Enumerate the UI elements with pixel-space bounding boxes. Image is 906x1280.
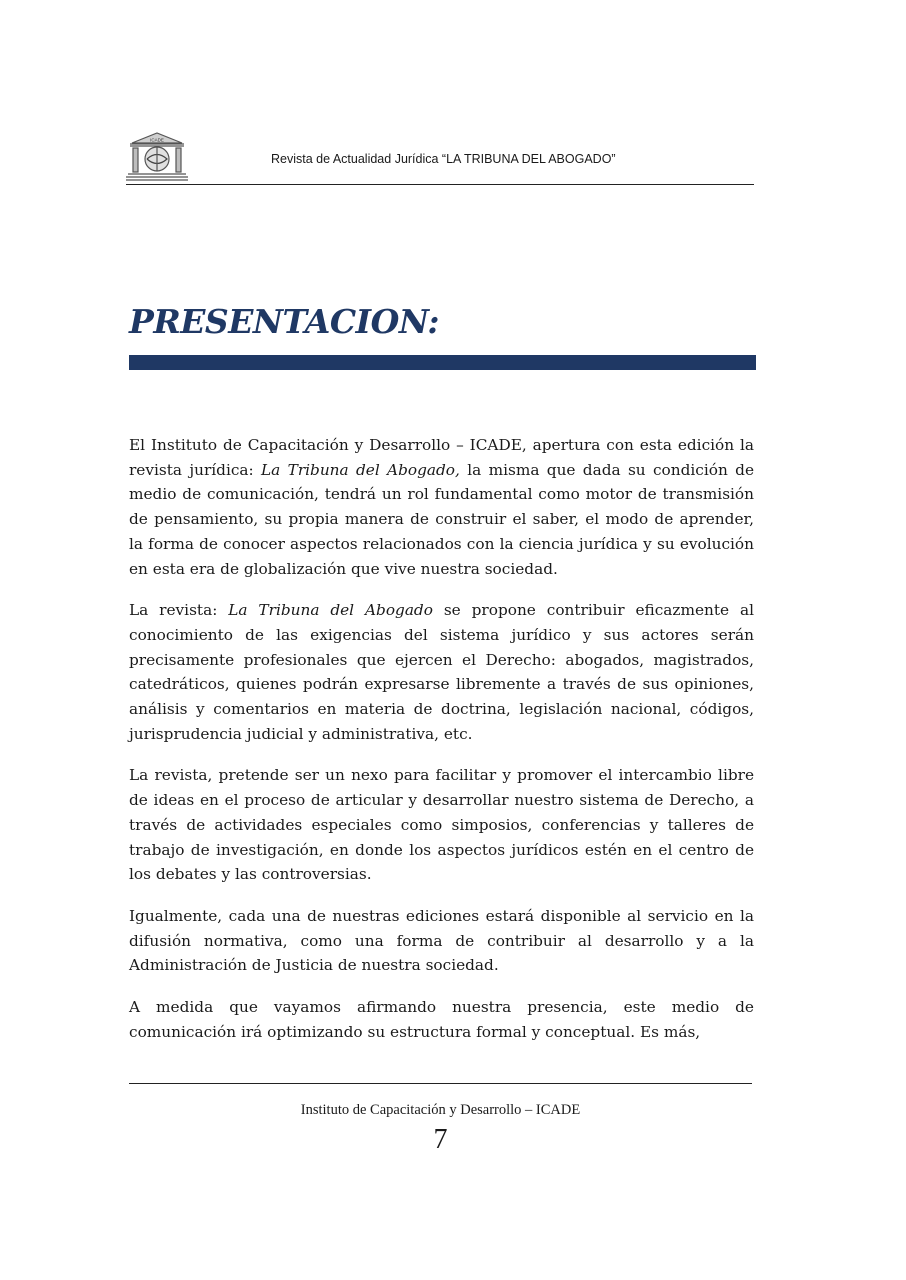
- footer-divider: [129, 1083, 752, 1084]
- paragraph: El Instituto de Capacitación y Desarrollo – ICADE, apertura con esta edición la revista jurídica: La Tribuna del Abogado, la misma que dada su condición de medio de comunicación, tendrá un rol fundamental como motor de transmisión de pensamiento, su propia manera de construir el saber, el modo de aprender, la forma de conocer aspectos relacionados con la ciencia jurídica y su evolución en esta era de globalización que vive nuestra sociedad.: [129, 436, 755, 578]
- title-underline-bar: [129, 355, 756, 370]
- header-title: Revista de Actualidad Jurídica “LA TRIBUNA DEL ABOGADO”: [271, 152, 616, 166]
- page-number: 7: [433, 1124, 448, 1155]
- paragraph: La revista, pretende ser un nexo para facilitar y promover el intercambio libre de ideas en el proceso de articular y desarrollar nuestro sistema de Derecho, a través de actividades especiales como simposios, conferencias y talleres de trabajo de investigación, en donde los aspectos jurídicos estén en el centro de los debates y las controversias.: [129, 766, 754, 884]
- paragraph: A medida que vayamos afirmando nuestra presencia, este medio de comunicación irá optimizando su estructura formal y conceptual. Es más,: [129, 998, 754, 1041]
- footer-organization: Instituto de Capacitación y Desarrollo – ICADE: [300, 1102, 581, 1118]
- page-header: [126, 130, 754, 185]
- logo-text: ICADE: [150, 137, 164, 143]
- institution-columns-logo-icon: [126, 130, 188, 182]
- paragraph: La revista: La Tribuna del Abogado se propone contribuir eficazmente al conocimiento de las exigencias del sistema jurídico y sus actores serán precisamente profesionales que ejercen el Derecho: abogados, magistrados, catedráticos, quienes podrán expresarse libremente a través de sus opiniones, análisis y comentarios en materia de doctrina, legislación nacional, códigos, jurisprudencia judicial y administrativa, etc.: [129, 601, 754, 743]
- section-title: PRESENTACION:: [129, 302, 440, 341]
- paragraph: Igualmente, cada una de nuestras ediciones estará disponible al servicio en la difusión normativa, como una forma de contribuir al desarrollo y a la Administración de Justicia de nuestra sociedad.: [129, 906, 754, 975]
- article-body: [129, 433, 754, 1044]
